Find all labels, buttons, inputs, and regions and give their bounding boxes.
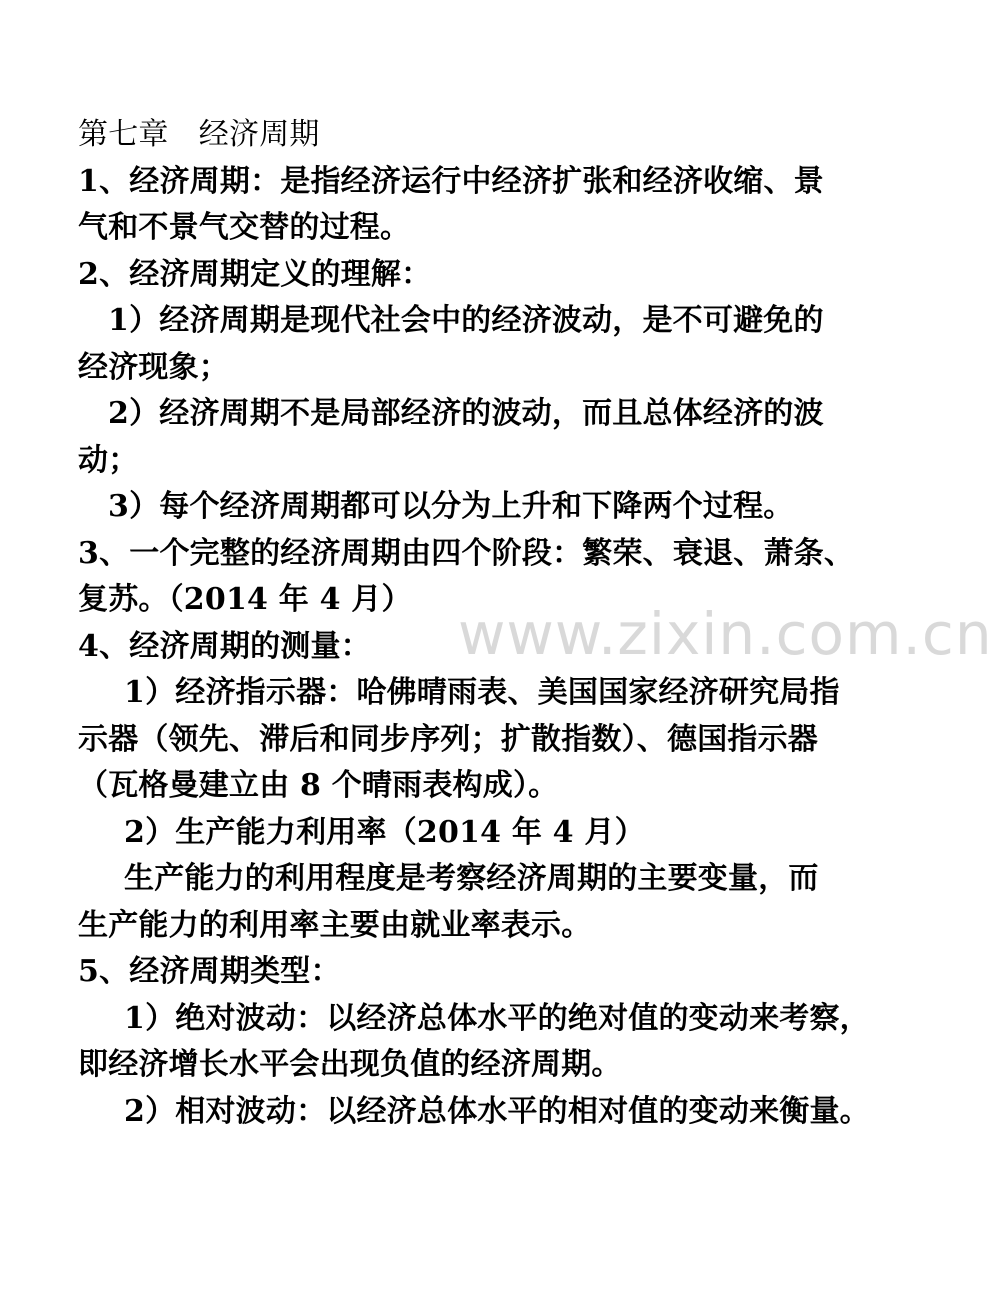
paragraph-line: 1、经济周期：是指经济运行中经济扩张和经济收缩、景 [78,163,824,199]
paragraph-line: 经济现象； [78,349,229,385]
paragraph-line: 复苏。（2014 年 4 月） [78,582,412,617]
list-item: 1）绝对波动：以经济总体水平的绝对值的变动来考察， [124,1000,870,1036]
list-item: 2）生产能力利用率（2014 年 4 月） [124,814,645,850]
section-heading: 3、一个完整的经济周期由四个阶段：繁荣、衰退、萧条、 [78,535,855,571]
paragraph-line: 即经济增长水平会出现负值的经济周期。 [78,1047,622,1082]
section-heading: 4、经济周期的测量： [78,628,371,664]
section-heading: 2、经济周期定义的理解： [78,256,432,292]
section-heading: 5、经济周期类型： [78,954,341,989]
paragraph-line: 生产能力的利用率主要由就业率表示。 [78,907,592,943]
list-item: 3）每个经济周期都可以分为上升和下降两个过程。 [108,489,794,524]
list-item: 1）经济指示器：哈佛晴雨表、美国国家经济研究局指 [124,675,840,710]
paragraph-line: 动； [78,442,139,478]
list-item: 2）相对波动：以经济总体水平的相对值的变动来衡量。 [124,1093,870,1129]
paragraph-line: 示器（领先、滞后和同步序列；扩散指数）、德国指示器 [78,721,818,757]
document-body [78,112,870,1135]
paragraph-line: 生产能力的利用程度是考察经济周期的主要变量，而 [124,861,819,896]
chapter-title: 第七章 经济周期 [78,117,320,152]
paragraph-line: （瓦格曼建立由 8 个晴雨表构成）。 [78,768,559,803]
list-item: 1）经济周期是现代社会中的经济波动，是不可避免的 [108,303,824,338]
paragraph-line: 气和不景气交替的过程。 [78,210,411,245]
list-item: 2）经济周期不是局部经济的波动，而且总体经济的波 [108,396,824,431]
watermark: www.zixin.com.cn [458,600,993,668]
